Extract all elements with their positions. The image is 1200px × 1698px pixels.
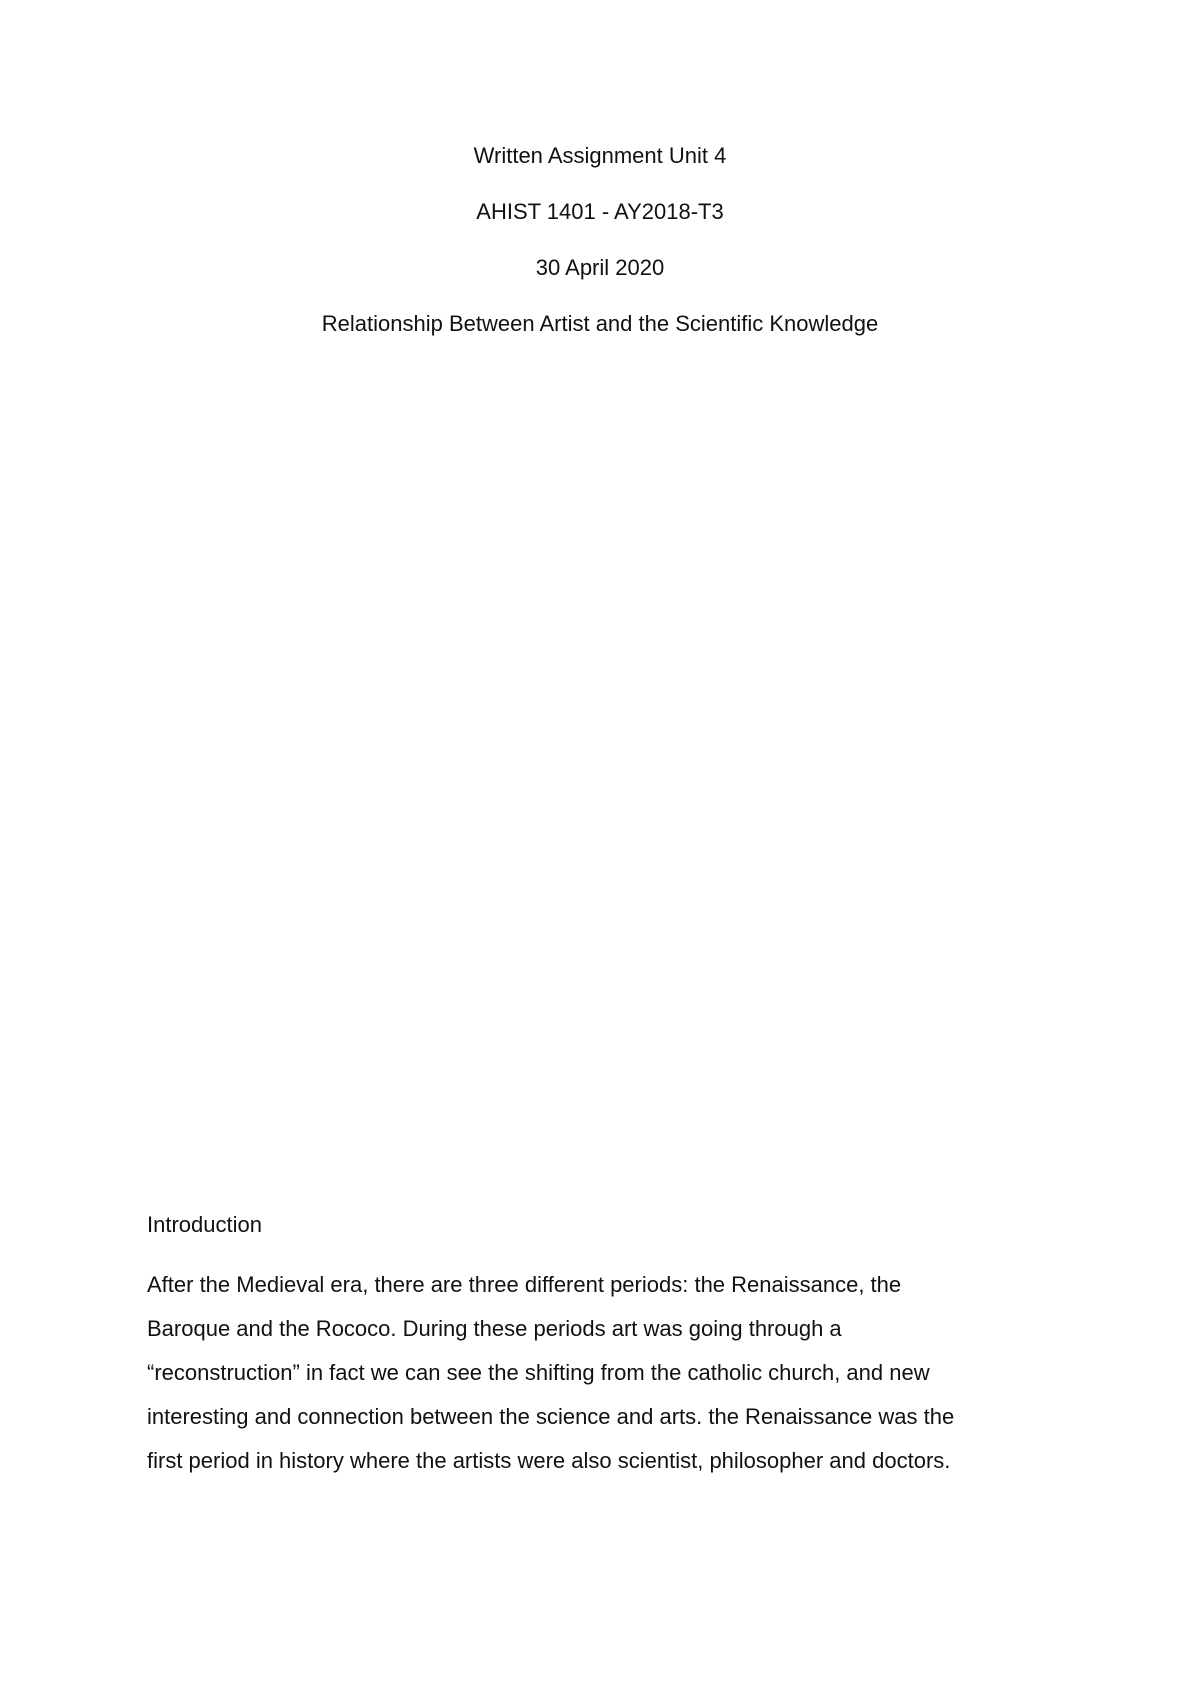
document-date: 30 April 2020 bbox=[535, 255, 665, 280]
paragraph-line: After the Medieval era, there are three different periods: the Renaissance, the bbox=[147, 1272, 902, 1297]
paragraph-line: “reconstruction” in fact we can see the shifting from the catholic church, and new bbox=[147, 1360, 930, 1385]
paragraph-line: interesting and connection between the science and arts. the Renaissance was the bbox=[147, 1404, 955, 1429]
introduction-paragraph bbox=[147, 1263, 1067, 1483]
essay-title: Relationship Between Artist and the Scientific Knowledge bbox=[321, 311, 879, 336]
paragraph-line: Baroque and the Rococo. During these periods art was going through a bbox=[147, 1316, 842, 1341]
course-code: AHIST 1401 - AY2018-T3 bbox=[476, 199, 724, 224]
title-block bbox=[0, 143, 1200, 337]
assignment-title: Written Assignment Unit 4 bbox=[473, 143, 727, 168]
section-heading-introduction: Introduction bbox=[147, 1212, 262, 1237]
paragraph-line: first period in history where the artists were also scientist, philosopher and doctors. bbox=[147, 1448, 951, 1473]
